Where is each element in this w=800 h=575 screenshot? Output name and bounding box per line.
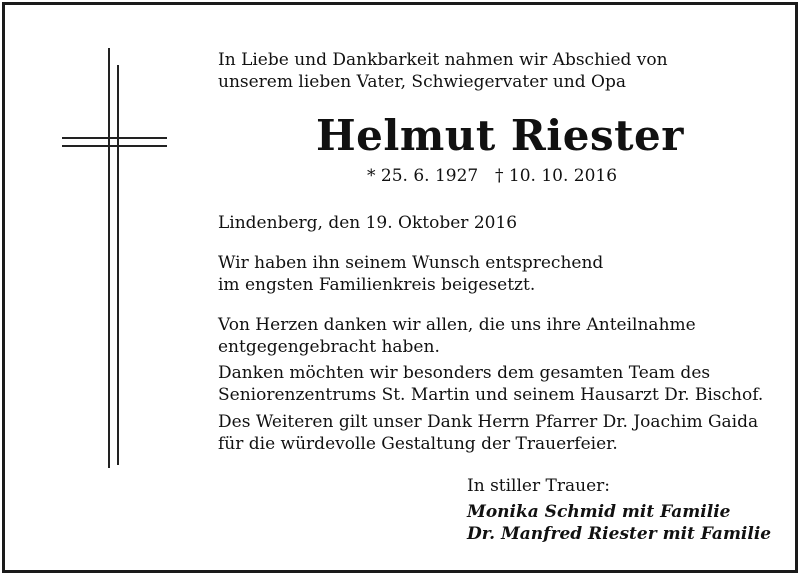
cross-horizontal-line-2 bbox=[62, 145, 167, 147]
paragraph-2-line-2: entgegengebracht haben. bbox=[218, 337, 440, 357]
deceased-name: Helmut Riester bbox=[316, 111, 684, 160]
paragraph-3-line-1: Danken möchten wir besonders dem gesamten Team des bbox=[218, 363, 711, 383]
place-date: Lindenberg, den 19. Oktober 2016 bbox=[218, 213, 518, 233]
cross-horizontal-line bbox=[62, 137, 167, 139]
paragraph-4-line-2: für die würdevolle Gestaltung der Trauerfeier. bbox=[218, 434, 618, 454]
paragraph-1-line-2: im engsten Familienkreis beigesetzt. bbox=[218, 275, 536, 295]
paragraph-1-line-1: Wir haben ihn seinem Wunsch entsprechend bbox=[218, 253, 604, 273]
intro-line-1: In Liebe und Dankbarkeit nahmen wir Abschied von bbox=[218, 50, 668, 70]
cross-vertical-line-2 bbox=[117, 65, 119, 465]
paragraph-4-line-1: Des Weiteren gilt unser Dank Herrn Pfarrer Dr. Joachim Gaida bbox=[218, 412, 759, 432]
family-signature-1: Monika Schmid mit Familie bbox=[467, 502, 731, 522]
intro-line-2: unserem lieben Vater, Schwiegervater und Opa bbox=[218, 72, 626, 92]
cross-vertical-line bbox=[108, 48, 110, 468]
mourning-heading: In stiller Trauer: bbox=[467, 476, 610, 496]
obituary-notice bbox=[2, 2, 798, 573]
family-signature-2: Dr. Manfred Riester mit Familie bbox=[467, 524, 772, 544]
birth-date: * 25. 6. 1927 bbox=[367, 166, 479, 186]
death-date: † 10. 10. 2016 bbox=[495, 166, 618, 186]
paragraph-2-line-1: Von Herzen danken wir allen, die uns ihre Anteilnahme bbox=[218, 315, 696, 335]
paragraph-3-line-2: Seniorenzentrums St. Martin und seinem Hausarzt Dr. Bischof. bbox=[218, 385, 764, 405]
